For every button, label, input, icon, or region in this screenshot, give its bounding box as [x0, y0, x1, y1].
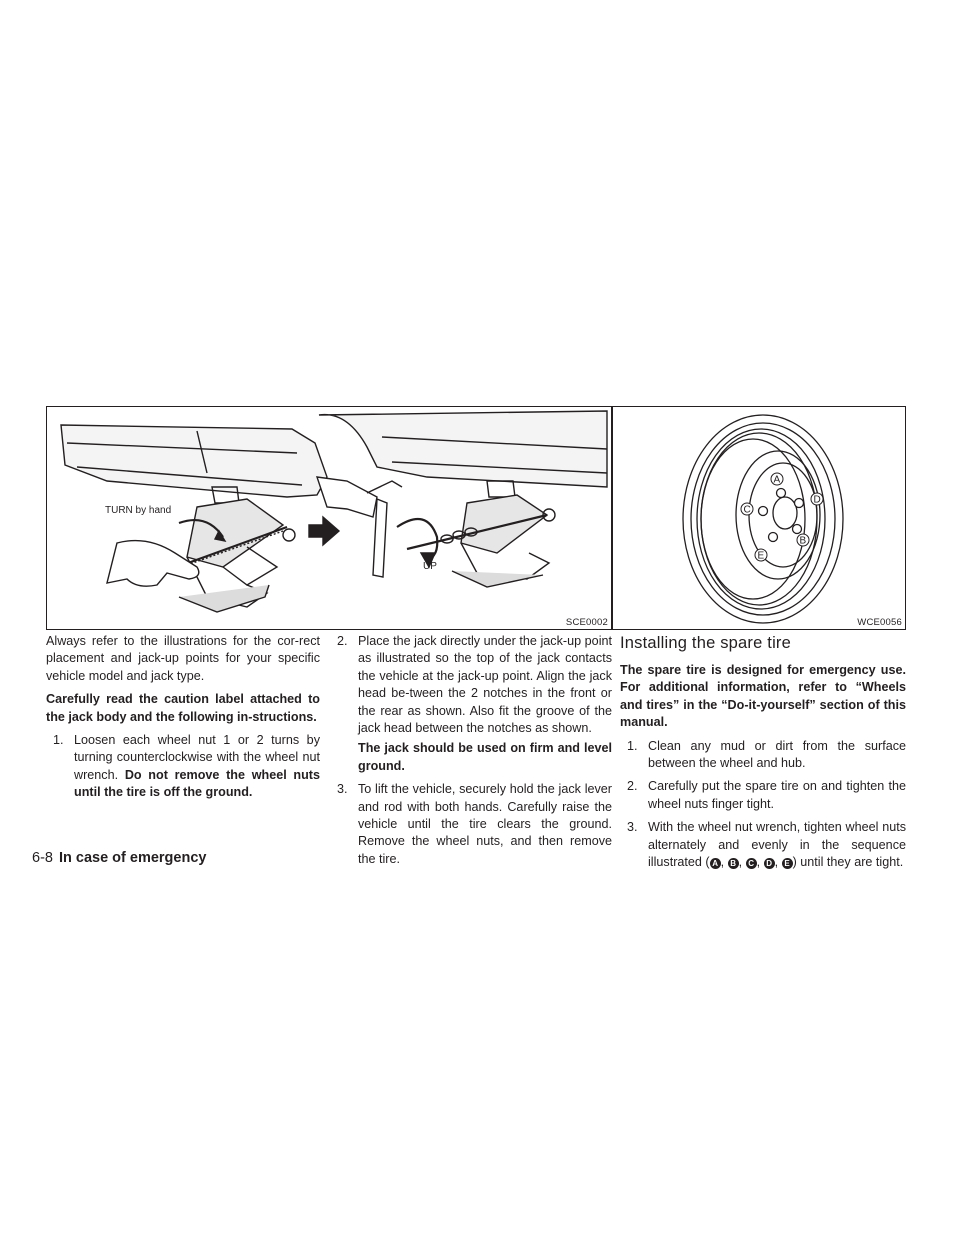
sequence-badge-d: D — [764, 858, 775, 869]
turn-by-hand-label: TURN by hand — [105, 505, 172, 516]
step-number: 1. — [627, 738, 638, 753]
list-item — [330, 633, 612, 775]
page-number: 6-8 — [32, 850, 53, 866]
up-label: UP — [423, 561, 437, 572]
nut-label-a: A — [773, 474, 781, 486]
spare-tire-illustration — [612, 406, 906, 630]
nut-label-d: D — [813, 494, 821, 506]
step-number: 2. — [627, 779, 638, 794]
step-text: To lift the vehicle, securely hold the jack lever and rod with both hands. Carefully raise the vehicle until the tire clears the ground. Remove the wheel nuts, and then remove the tire. — [358, 782, 612, 866]
nut-label-b: B — [799, 535, 807, 547]
step-warning: Do not remove the wheel nuts until the tire is off the ground. — [74, 767, 320, 800]
intro-paragraph: Always refer to the illustrations for the cor-rect placement and jack-up points for your specific vehicle model and jack type. — [46, 634, 320, 683]
step-text: Place the jack directly under the jack-up point as illustrated so the top of the jack contacts the vehicle at the jack-up point. Align the jack head be-tween the 2 notches in the front or the rear as shown. Also fit the groove of the jack head between the notches as shown. — [358, 634, 612, 736]
step-note: The jack should be used on firm and level ground. — [358, 741, 612, 773]
sequence-badge-e: E — [782, 858, 793, 869]
list-item: 3. With the wheel nut wrench, tighten wheel nuts alternately and evenly in the sequence illustrated ( A , B , C , D , E ) until they are tight. — [627, 820, 906, 870]
jack-drawing — [47, 407, 612, 630]
caution-paragraph: Carefully read the caution label attached to the jack body and the following in-structions. — [46, 692, 320, 724]
figure-code: SCE0002 — [565, 617, 608, 628]
step-number: 1. — [53, 733, 64, 748]
tire-drawing — [613, 407, 906, 630]
section-heading: Installing the spare tire — [620, 634, 792, 652]
step-number: 2. — [337, 634, 348, 648]
jack-illustration — [46, 406, 612, 630]
nut-label-e: E — [757, 550, 765, 562]
column-3 — [620, 662, 906, 877]
step-text: Loosen each wheel nut 1 or 2 turns by turning counterclockwise with the wheel nut wrench. — [74, 733, 320, 782]
column-2 — [330, 633, 612, 874]
page-footer — [32, 850, 206, 866]
step-number: 3. — [337, 782, 348, 797]
sequence-badge-a: A — [710, 858, 721, 869]
nut-label-c: C — [743, 504, 751, 516]
intro-paragraph: The spare tire is designed for emergency use. For additional information, refer to “Wheels and tires” in the “Do-it-yourself” section of this manual. — [620, 663, 906, 730]
list-item — [620, 738, 906, 773]
sequence-badge-c: C — [746, 858, 757, 869]
section-title: In case of emergency — [58, 850, 207, 866]
sequence-badge-b: B — [728, 858, 739, 869]
list-item — [46, 732, 320, 802]
figure-code: WCE0056 — [857, 617, 902, 628]
step-number: 3. — [627, 820, 638, 835]
step-text-end: ) until they are tight. — [792, 855, 904, 870]
step-text: Carefully put the spare tire on and tighten the wheel nuts finger tight. — [648, 779, 906, 811]
list-item — [330, 781, 612, 868]
list-item — [620, 778, 906, 813]
step-text: Clean any mud or dirt from the surface between the wheel and hub. — [648, 738, 906, 771]
column-1 — [46, 633, 320, 808]
step-text: With the wheel nut wrench, tighten wheel nuts alternately and evenly in the sequence illustrated ( — [648, 820, 906, 870]
